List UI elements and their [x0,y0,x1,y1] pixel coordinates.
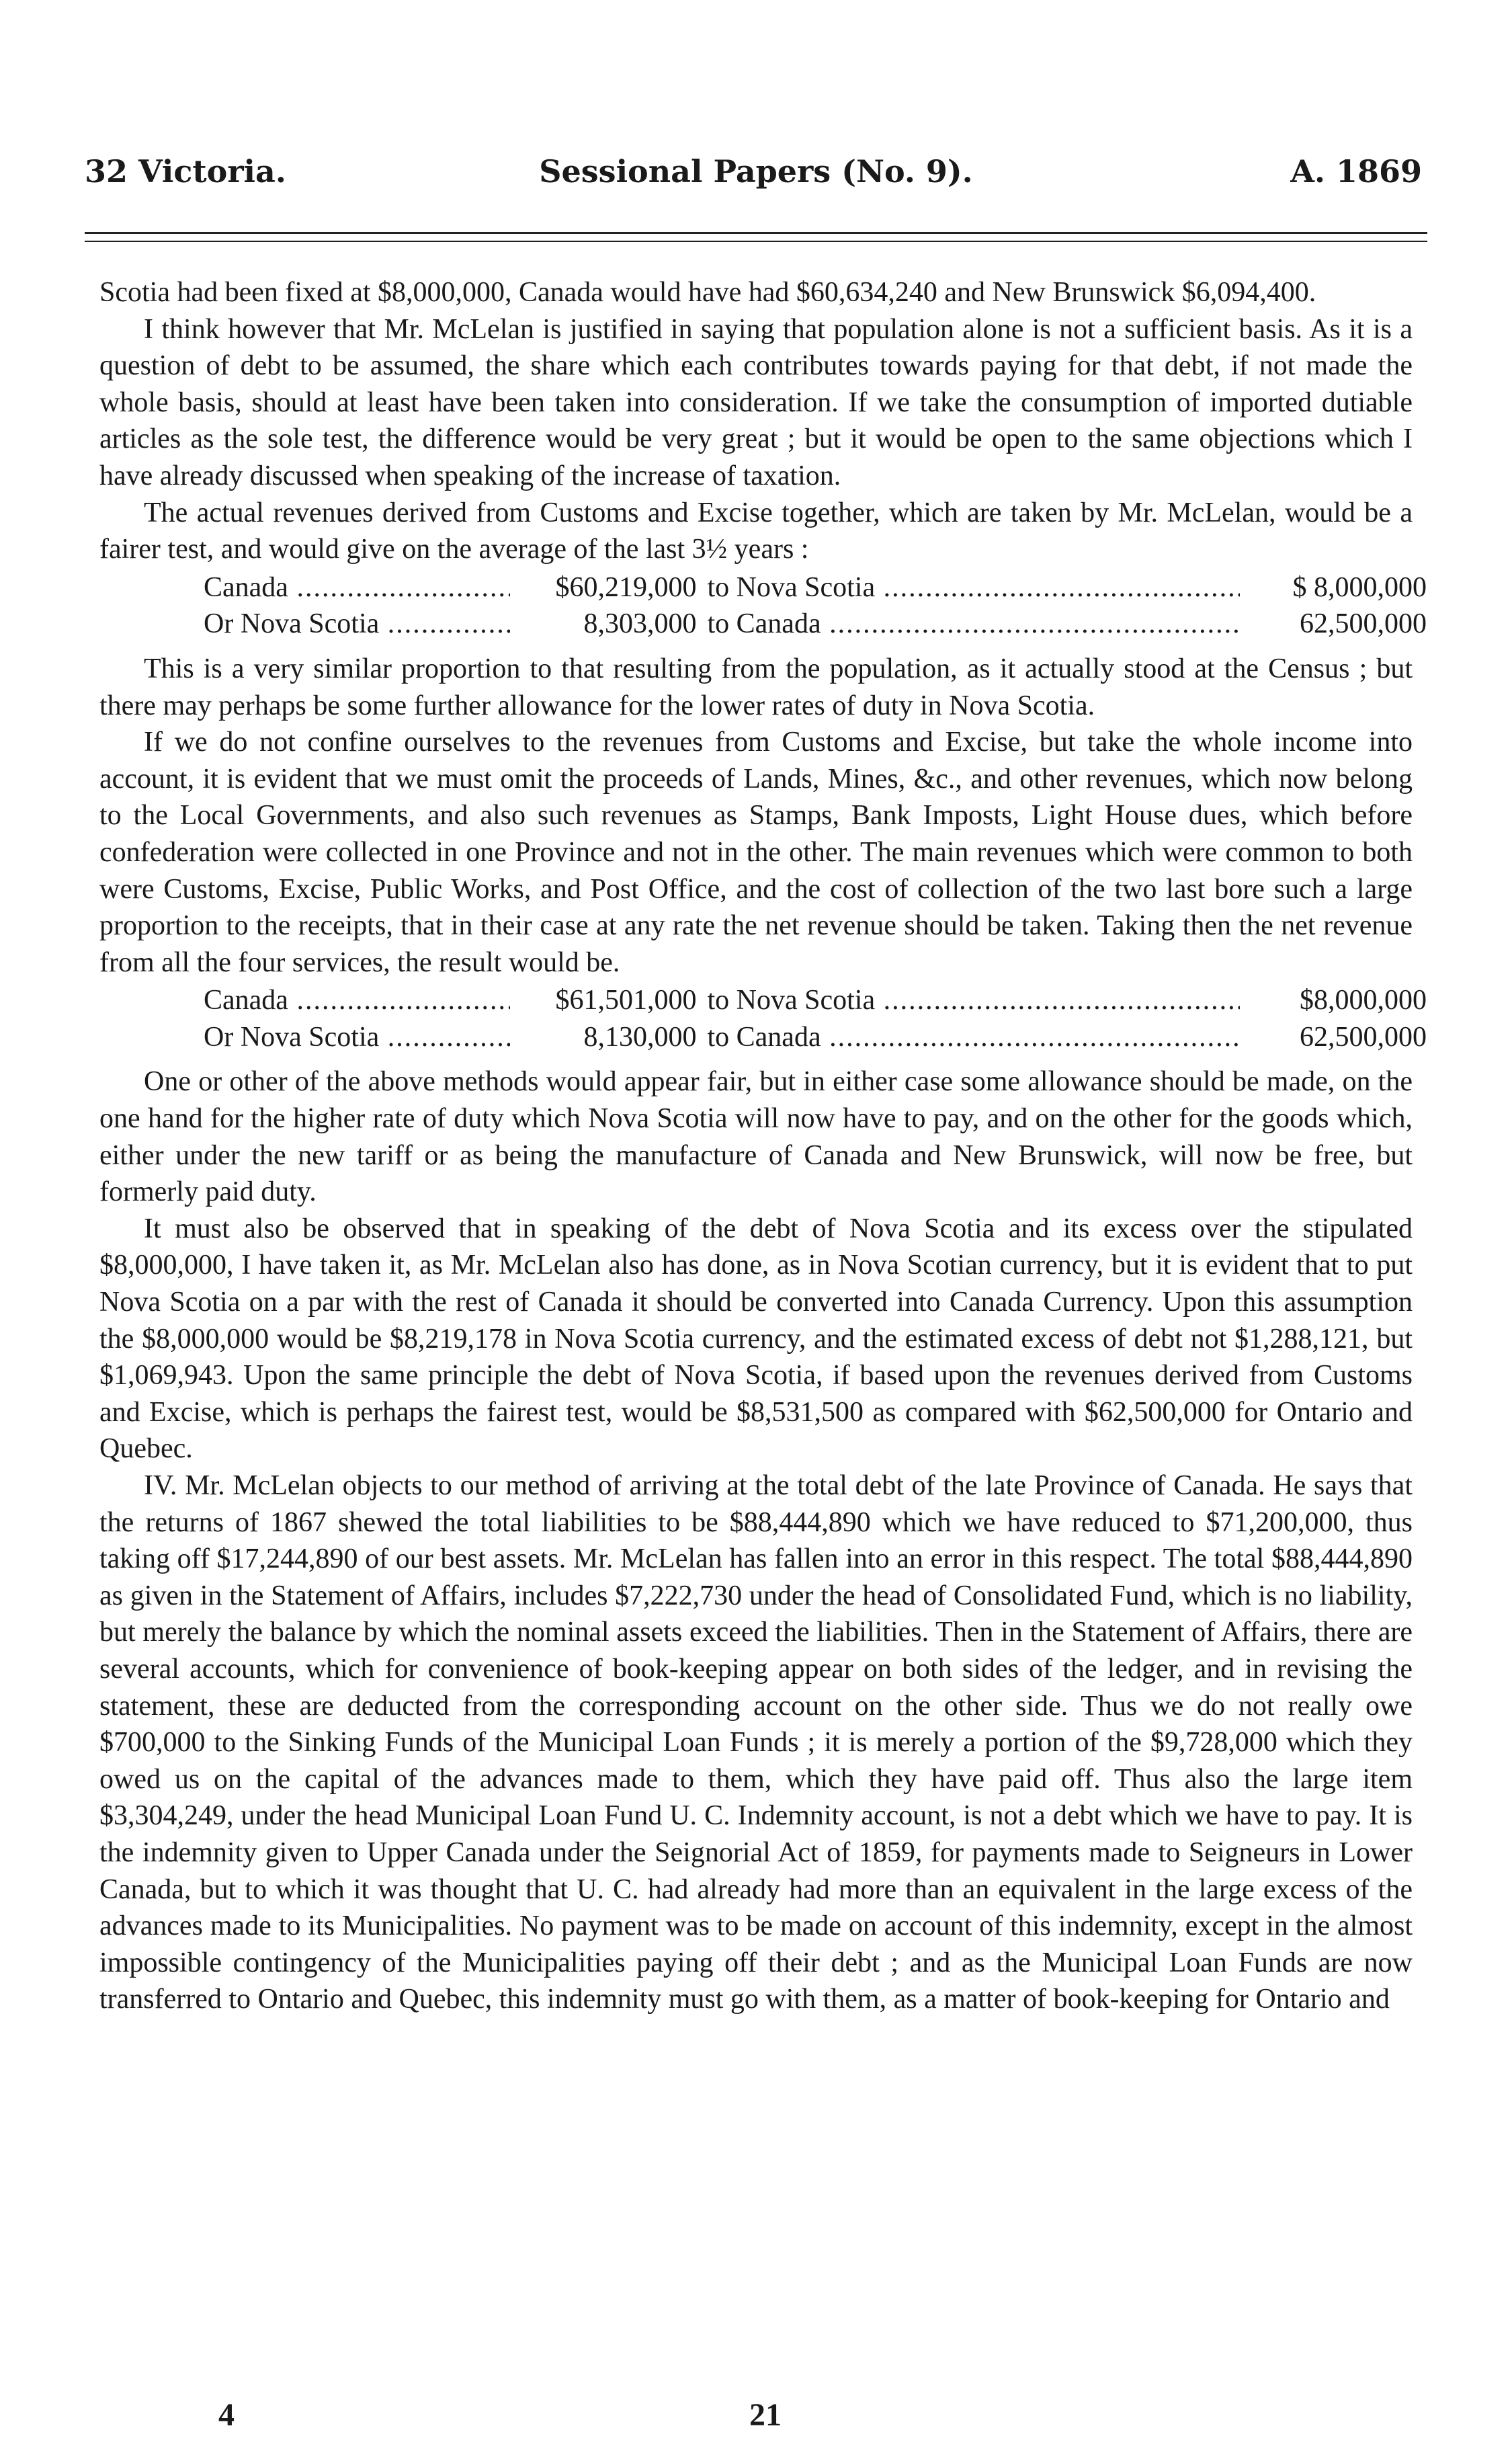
page-footer [218,2396,1427,2437]
revenue-table-net [99,982,1427,1055]
paragraph: The actual revenues derived from Customs and Excise together, which are taken by Mr. McLelan, would be a fairer test, and would give on the average of the last 3½ years : [99,497,1413,565]
running-header [85,153,1427,207]
row-amount-2: $ 8,000,000 [1292,571,1427,603]
row-connector: to Canada ..... [696,1019,1240,1056]
page-number: 21 [749,2397,782,2433]
revenue-table-customs-excise [99,569,1427,643]
row-label: Canada ..... [204,569,510,606]
body-text [99,274,1427,2018]
table-row [204,1019,1427,1056]
table-row [204,982,1427,1019]
header-year: A. 1869 [1290,153,1422,190]
paragraph: This is a very similar proportion to that resulting from the population, as it actually stood at the Census ; but there may perhaps be some further allowance for the lower rates of duty in Nova Scotia. [99,653,1413,721]
header-title: Sessional Papers (No. 9). [539,153,973,190]
row-amount: 8,303,000 [583,608,697,640]
row-amount-2: 62,500,000 [1299,608,1427,640]
row-label: Or Nova Scotia ..... [204,1019,510,1056]
paragraph: IV. Mr. McLelan objects to our method of arriving at the total debt of the late Province of Canada. He says that the returns of 1867 shewed the total liabilities to be $88,444,890 which we have reduced to $71,200,000, thus taking off $17,244,890 of our best assets. Mr. McLelan has fallen into an error in this respect. The total $88,444,890 as given in the Statement of Affairs, includes $7,222,730 under the head of Consolidated Fund, which is no liability, but merely the balance by which the nominal assets exceed the liabilities. Then in the Statement of Affairs, there are several accounts, which for convenience of book-keeping appear on both sides of the ledger, and in revising the statement, these are deducted from the corresponding account on the other side. Thus we do not really owe $700,000 to the Sinking Funds of the Municipal Loan Funds ; it is merely a portion of the $9,728,000 which they owed us on the capital of the advances made to them, which they have paid off. Thus also the large item $3,304,249, under the head Municipal Loan Fund U. C. Indemnity account, is not a debt which we have to pay. It is the indemnity given to Upper Canada under the Seignorial Act of 1859, for payments made to Seigneurs in Lower Canada, but to which it was thought that U. C. had already had more than an equivalent in the large excess of the advances made to its Municipalities. No payment was to be made on account of this indemnity, except in the almost impossible contingency of the Municipalities paying off their debt ; and as the Municipal Loan Funds are now transferred to Ontario and Quebec, this indemnity must go with them, as a matter of book-keeping for Ontario and [99,1470,1413,2015]
row-amount-2: 62,500,000 [1299,1021,1427,1053]
paragraph: Scotia had been fixed at $8,000,000, Canada would have had $60,634,240 and New Brunswick $6,094,400. [99,277,1316,308]
row-connector: to Nova Scotia ..... [696,569,1240,606]
table-row [204,569,1427,606]
row-label: Or Nova Scotia ..... [204,606,510,643]
paragraph: It must also be observed that in speaking of the debt of Nova Scotia and its excess over the stipulated $8,000,000, I have taken it, as Mr. McLelan also has done, as in Nova Scotian currency, but it is evident that to put Nova Scotia on a par with the rest of Canada it should be converted into Canada Currency. Upon this assumption the $8,000,000 would be $8,219,178 in Nova Scotia currency, and the estimated excess of debt not $1,288,121, but $1,069,943. Upon the same principle the debt of Nova Scotia, if based upon the revenues derived from Customs and Excise, which is perhaps the fairest test, would be $8,531,500 as compared with $62,500,000 for Ontario and Quebec. [99,1213,1413,1465]
row-amount: 8,130,000 [583,1021,697,1053]
row-amount-2: $8,000,000 [1299,985,1427,1016]
paragraph: If we do not confine ourselves to the revenues from Customs and Excise, but take the whole income into account, it is evident that we must omit the proceeds of Lands, Mines, &c., and other revenues, which now belong to the Local Governments, and also such revenues as Stamps, Bank Imposts, Light House dues, which before confederation were collected in one Province and not in the other. The main revenues which were common to both were Customs, Excise, Public Works, and Post Office, and the cost of collection of the two last bore such a large proportion to the receipts, that in their case at any rate the net revenue should be taken. Taking then the net revenue from all the four services, the result would be. [99,727,1413,978]
row-label: Canada ..... [204,982,510,1019]
row-connector: to Canada ..... [696,606,1240,643]
paragraph: One or other of the above methods would appear fair, but in either case some allowance should be made, on the one hand for the higher rate of duty which Nova Scotia will now have to pay, and on the other for the goods which, either under the new tariff or as being the manufacture of Canada and New Brunswick, will now be free, but formerly paid duty. [99,1066,1413,1208]
signature-mark: 4 [218,2397,235,2433]
header-rule-thick [85,232,1427,234]
paragraph: I think however that Mr. McLelan is justified in saying that population alone is not a sufficient basis. As it is a question of debt to be assumed, the share which each contributes towards paying for that debt, if not made the whole basis, should at least have been taken into consideration. If we take the consumption of imported dutiable articles as the sole test, the difference would be very great ; but it would be open to the same objections which I have already discussed when speaking of the increase of taxation. [99,313,1413,491]
row-amount: $61,501,000 [555,985,697,1016]
row-amount: $60,219,000 [555,571,697,603]
table-row [204,606,1427,643]
row-connector: to Nova Scotia ..... [696,982,1240,1019]
header-rule-thin [85,241,1427,242]
header-volume: 32 Victoria. [85,153,286,190]
